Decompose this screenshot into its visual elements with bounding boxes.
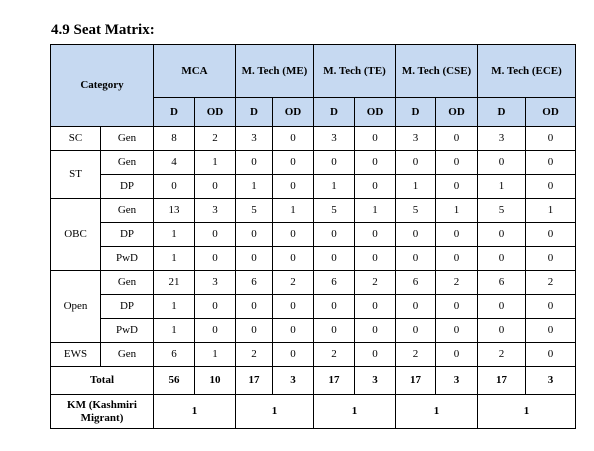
seat-count: 3 — [314, 127, 355, 151]
sub-header-od: OD — [526, 98, 576, 127]
seat-count: 1 — [154, 319, 195, 343]
seat-count: 0 — [526, 223, 576, 247]
km-value: 1 — [478, 395, 576, 429]
seat-count: 0 — [236, 319, 273, 343]
seat-count: 3 — [195, 271, 236, 295]
table-row — [51, 127, 576, 151]
seat-count: 0 — [273, 319, 314, 343]
seat-count: 0 — [236, 247, 273, 271]
seat-count: 0 — [526, 319, 576, 343]
seat-count: 0 — [396, 247, 436, 271]
seat-count: 0 — [396, 295, 436, 319]
sub-category: DP — [101, 175, 154, 199]
seat-count: 2 — [195, 127, 236, 151]
total-value: 3 — [436, 367, 478, 395]
seat-rows — [51, 127, 576, 367]
seat-count: 0 — [436, 343, 478, 367]
table-row — [51, 151, 576, 175]
seat-count: 2 — [526, 271, 576, 295]
table-row — [51, 319, 576, 343]
seat-count: 1 — [314, 175, 355, 199]
sub-category: Gen — [101, 271, 154, 295]
seat-count: 0 — [236, 223, 273, 247]
sub-category: Gen — [101, 151, 154, 175]
total-value: 17 — [236, 367, 273, 395]
seat-count: 21 — [154, 271, 195, 295]
seat-count: 0 — [526, 127, 576, 151]
seat-count: 0 — [396, 319, 436, 343]
seat-count: 0 — [396, 151, 436, 175]
seat-count: 1 — [195, 343, 236, 367]
seat-count: 0 — [154, 175, 195, 199]
seat-count: 2 — [314, 343, 355, 367]
seat-count: 0 — [355, 295, 396, 319]
seat-count: 2 — [396, 343, 436, 367]
program-header-mca: MCA — [154, 45, 236, 98]
sub-header-d: D — [236, 98, 273, 127]
sub-category: DP — [101, 223, 154, 247]
seat-count: 0 — [526, 247, 576, 271]
seat-count: 0 — [436, 319, 478, 343]
seat-count: 5 — [478, 199, 526, 223]
seat-count: 1 — [236, 175, 273, 199]
program-header-mtech-me: M. Tech (ME) — [236, 45, 314, 98]
seat-count: 5 — [396, 199, 436, 223]
table-row — [51, 271, 576, 295]
seat-count: 0 — [314, 319, 355, 343]
seat-count: 0 — [314, 223, 355, 247]
seat-count: 3 — [478, 127, 526, 151]
category-name: ST — [51, 151, 101, 199]
seat-count: 6 — [314, 271, 355, 295]
seat-count: 0 — [273, 127, 314, 151]
seat-count: 5 — [314, 199, 355, 223]
total-value: 17 — [478, 367, 526, 395]
total-row — [51, 367, 576, 395]
total-value: 10 — [195, 367, 236, 395]
sub-header-od: OD — [195, 98, 236, 127]
seat-count: 0 — [195, 247, 236, 271]
seat-count: 0 — [236, 151, 273, 175]
seat-count: 2 — [436, 271, 478, 295]
seat-count: 0 — [436, 127, 478, 151]
sub-header-od: OD — [436, 98, 478, 127]
sub-header-od: OD — [355, 98, 396, 127]
seat-count: 0 — [526, 295, 576, 319]
seat-count: 13 — [154, 199, 195, 223]
km-row — [51, 395, 576, 429]
seat-count: 0 — [195, 223, 236, 247]
seat-count: 0 — [273, 247, 314, 271]
seat-count: 4 — [154, 151, 195, 175]
seat-count: 0 — [355, 343, 396, 367]
seat-count: 0 — [526, 175, 576, 199]
seat-count: 1 — [154, 295, 195, 319]
km-label: KM (Kashmiri Migrant) — [51, 395, 154, 429]
category-header: Category — [51, 45, 154, 127]
sub-header-d: D — [314, 98, 355, 127]
category-name: OBC — [51, 199, 101, 271]
seat-count: 0 — [355, 319, 396, 343]
seat-count: 0 — [195, 175, 236, 199]
seat-count: 0 — [195, 319, 236, 343]
seat-count: 2 — [273, 271, 314, 295]
seat-count: 0 — [273, 151, 314, 175]
seat-count: 0 — [478, 223, 526, 247]
seat-count: 0 — [273, 223, 314, 247]
total-value: 17 — [314, 367, 355, 395]
sub-header-od: OD — [273, 98, 314, 127]
sub-header-d: D — [154, 98, 195, 127]
category-name: SC — [51, 127, 101, 151]
sub-category: Gen — [101, 127, 154, 151]
category-name: EWS — [51, 343, 101, 367]
seat-count: 0 — [314, 295, 355, 319]
seat-count: 3 — [195, 199, 236, 223]
seat-count: 0 — [526, 151, 576, 175]
seat-count: 6 — [478, 271, 526, 295]
km-value: 1 — [396, 395, 478, 429]
seat-count: 0 — [436, 175, 478, 199]
sub-category: PwD — [101, 247, 154, 271]
total-value: 3 — [526, 367, 576, 395]
seat-count: 0 — [273, 295, 314, 319]
sub-category: PwD — [101, 319, 154, 343]
seat-count: 1 — [355, 199, 396, 223]
total-value: 56 — [154, 367, 195, 395]
seat-count: 6 — [396, 271, 436, 295]
seat-count: 8 — [154, 127, 195, 151]
seat-count: 0 — [396, 223, 436, 247]
table-row — [51, 247, 576, 271]
seat-count: 0 — [355, 247, 396, 271]
seat-count: 0 — [195, 295, 236, 319]
program-header-mtech-ece: M. Tech (ECE) — [478, 45, 576, 98]
seat-count: 0 — [478, 151, 526, 175]
seat-count: 1 — [436, 199, 478, 223]
seat-count: 1 — [396, 175, 436, 199]
km-value: 1 — [154, 395, 236, 429]
total-value: 3 — [273, 367, 314, 395]
sub-header-d: D — [396, 98, 436, 127]
seat-count: 0 — [355, 127, 396, 151]
category-name: Open — [51, 271, 101, 343]
seat-count: 0 — [478, 295, 526, 319]
table-row — [51, 223, 576, 247]
program-header-mtech-cse: M. Tech (CSE) — [396, 45, 478, 98]
sub-category: DP — [101, 295, 154, 319]
km-value: 1 — [314, 395, 396, 429]
seat-count: 0 — [478, 247, 526, 271]
seat-count: 0 — [436, 223, 478, 247]
seat-count: 2 — [478, 343, 526, 367]
seat-count: 0 — [314, 151, 355, 175]
table-row — [51, 343, 576, 367]
seat-count: 5 — [236, 199, 273, 223]
program-header-mtech-te: M. Tech (TE) — [314, 45, 396, 98]
total-value: 17 — [396, 367, 436, 395]
seat-matrix-table — [50, 44, 576, 429]
seat-count: 0 — [436, 151, 478, 175]
seat-count: 3 — [236, 127, 273, 151]
seat-count: 2 — [355, 271, 396, 295]
seat-count: 0 — [273, 343, 314, 367]
seat-count: 0 — [436, 247, 478, 271]
sub-category: Gen — [101, 199, 154, 223]
seat-count: 1 — [273, 199, 314, 223]
sub-category: Gen — [101, 343, 154, 367]
table-row — [51, 199, 576, 223]
seat-count: 2 — [236, 343, 273, 367]
table-row — [51, 175, 576, 199]
seat-count: 0 — [355, 223, 396, 247]
sub-header-d: D — [478, 98, 526, 127]
seat-count: 1 — [154, 223, 195, 247]
seat-count: 1 — [195, 151, 236, 175]
seat-count: 0 — [314, 247, 355, 271]
total-value: 3 — [355, 367, 396, 395]
section-title: 4.9 Seat Matrix: — [51, 22, 155, 38]
table-row — [51, 295, 576, 319]
seat-count: 3 — [396, 127, 436, 151]
km-value: 1 — [236, 395, 314, 429]
seat-count: 0 — [478, 319, 526, 343]
seat-count: 6 — [154, 343, 195, 367]
seat-count: 1 — [154, 247, 195, 271]
seat-count: 0 — [273, 175, 314, 199]
seat-count: 1 — [526, 199, 576, 223]
seat-count: 0 — [436, 295, 478, 319]
seat-count: 0 — [355, 175, 396, 199]
total-label: Total — [51, 367, 154, 395]
seat-count: 0 — [355, 151, 396, 175]
seat-count: 0 — [526, 343, 576, 367]
seat-count: 6 — [236, 271, 273, 295]
seat-count: 0 — [236, 295, 273, 319]
seat-count: 1 — [478, 175, 526, 199]
